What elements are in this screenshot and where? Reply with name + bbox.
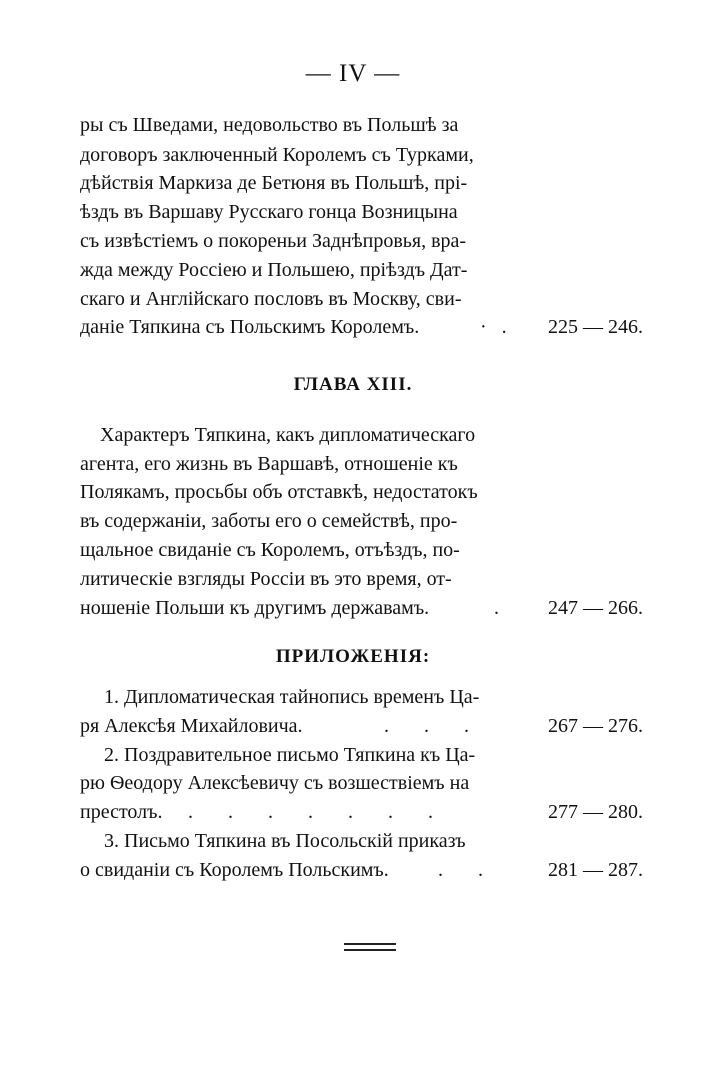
page-range: 277 — 280. — [548, 801, 643, 823]
text-line: престолъ. — [80, 801, 163, 823]
leader-dots: . . . . . . . — [188, 801, 433, 823]
leader-dots: · . — [480, 316, 507, 338]
chapter-heading: ГЛАВА XIII. — [293, 374, 413, 395]
leader-dots: . — [494, 597, 499, 619]
text-line: 1. Дипломатическая тайнопись временъ Ца- — [104, 686, 480, 708]
text-line: агента, его жизнь въ Варшавѣ, отношеніе къ — [80, 453, 458, 475]
end-ornament-rule — [344, 943, 396, 955]
page-number: — IV — — [305, 60, 401, 87]
page-range: 247 — 266. — [548, 597, 643, 619]
text-line: рю Ѳеодору Алексѣевичу съ возшествіемъ на — [80, 772, 470, 794]
text-line: скаго и Англійскаго пословъ въ Москву, сви- — [80, 288, 462, 310]
text-line: жда между Россіею и Польшею, пріѣздъ Дат- — [80, 259, 468, 281]
leader-dots: . . . — [384, 715, 469, 737]
page-range: 281 — 287. — [548, 859, 643, 881]
text-line: ношеніе Польши къ другимъ державамъ. — [80, 597, 430, 619]
text-line: дѣйствія Маркиза де Бетюня въ Польшѣ, прі- — [80, 172, 468, 194]
text-line: ря Алексѣя Михайловича. — [80, 715, 303, 737]
text-line: въ содержаніи, заботы его о семействѣ, про- — [80, 510, 458, 532]
leader-dots: . . — [438, 859, 483, 881]
page-range: 225 — 246. — [548, 316, 643, 338]
text-line: 2. Поздравительное письмо Тяпкина къ Ца- — [104, 744, 476, 766]
text-line: Характеръ Тяпкина, какъ дипломатическаго — [100, 424, 476, 446]
text-line: ѣздъ въ Варшаву Русскаго гонца Возницына — [80, 201, 458, 223]
text-line: 3. Письмо Тяпкина въ Посольскій приказъ — [104, 830, 466, 852]
text-line: щальное свиданіе съ Королемъ, отъѣздъ, по- — [80, 539, 460, 561]
text-line: Полякамъ, просьбы объ отставкѣ, недостатокъ — [80, 481, 478, 503]
page-range: 267 — 276. — [548, 715, 643, 737]
text-line: ры съ Шведами, недовольство въ Польшѣ за — [80, 114, 459, 136]
text-line: литическіе взгляды Россіи въ это время, от- — [80, 568, 452, 590]
text-line: договоръ заключенный Королемъ съ Турками, — [80, 144, 474, 166]
text-line: съ извѣстіемъ о покореньи Заднѣпровья, вра- — [80, 230, 467, 252]
appendix-heading: ПРИЛОЖЕНІЯ: — [275, 646, 431, 667]
text-line: о свиданіи съ Королемъ Польскимъ. — [80, 859, 389, 881]
text-line: даніе Тяпкина съ Польскимъ Королемъ. — [80, 316, 420, 338]
